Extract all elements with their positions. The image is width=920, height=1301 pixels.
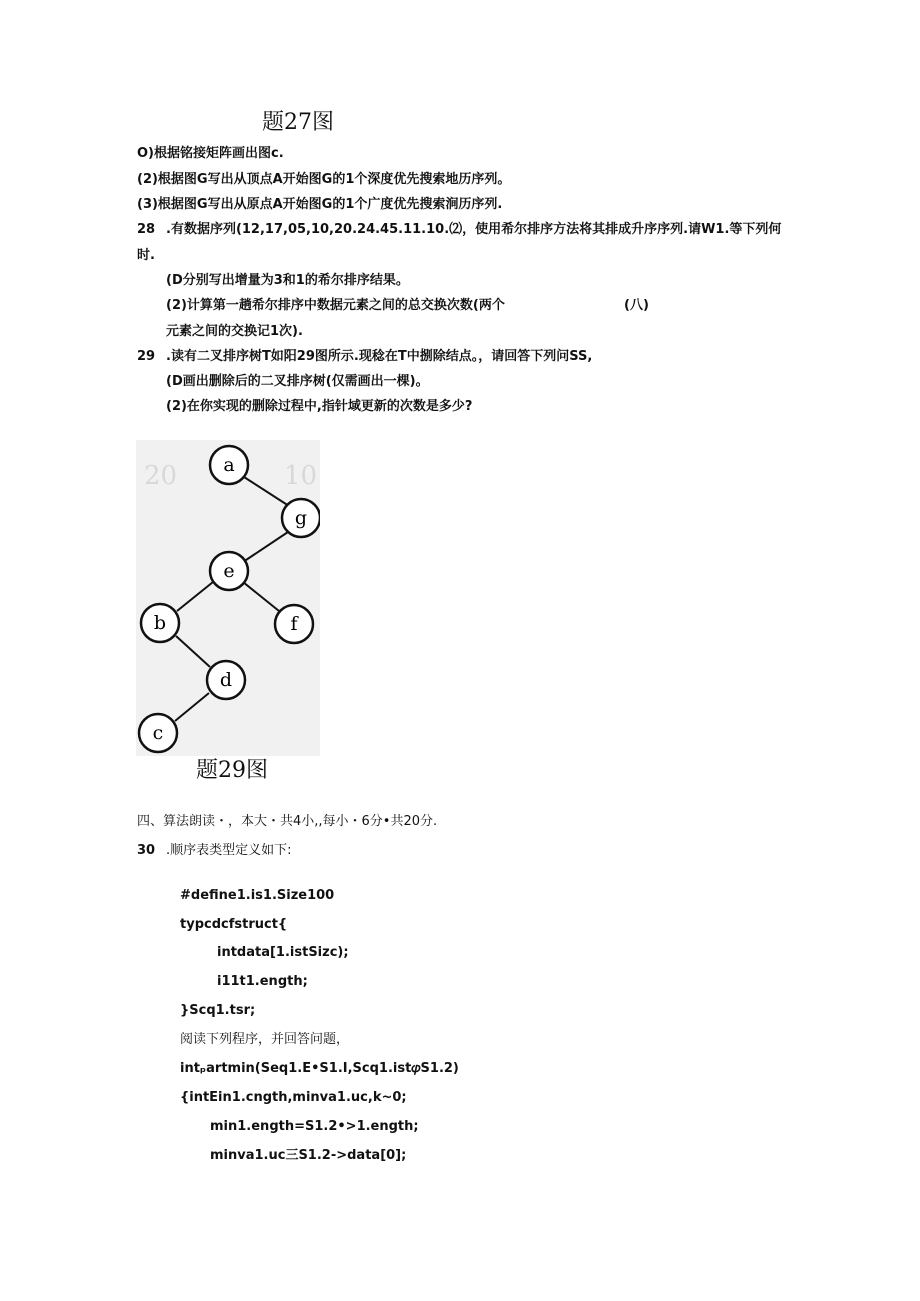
tree-node-b — [141, 604, 179, 642]
q28-item-2-continued: 元素之间的交换记1次). — [166, 324, 303, 339]
code-line-3: intdata[1.istSizc); — [217, 945, 349, 960]
tree-node-a — [210, 446, 248, 484]
q29-text: .读有二叉排序树T如阳29图所示.现稔在T中捌除结点。，请回答下列问SS, — [166, 349, 593, 364]
faint-scan-text-1: 20 — [144, 461, 178, 491]
edge-a-g — [244, 477, 289, 506]
q28-item-1: (D分别写出增量为3和1的希尔排序结果。 — [166, 273, 409, 288]
tree-node-d — [207, 661, 245, 699]
q28-text-continued: 时. — [137, 248, 155, 263]
q28-text: .有数据序列(12,17,05,10,20.24.45.11.10.⑵，使用希尔排序方法将其排成升序序列.请W1.等下列何 — [166, 222, 782, 237]
code-line-10: minva1.uc三S1.2->data[0]; — [210, 1148, 407, 1163]
figure-29-caption: 题29图 — [196, 758, 268, 783]
tree-node-c-label: c — [152, 722, 164, 744]
tree-node-f-label: f — [290, 613, 298, 635]
tree-node-f — [275, 605, 313, 643]
edge-g-e — [243, 532, 288, 562]
code-line-1: #define1.is1.Size100 — [180, 888, 335, 903]
tree-node-c — [139, 714, 177, 752]
binary-search-tree-svg — [136, 440, 320, 756]
q28-item-2-mark: (八) — [624, 298, 649, 313]
q27-item-1: O)根据铭接矩阵画出图c. — [137, 146, 284, 161]
section-4-heading: 四、算法朗读・，本大・共4小,,每小・6分•共20分. — [137, 814, 438, 829]
q27-item-3: (3)根据图G写出从原点A开始图G的1个广度优先搜索涧历序列. — [137, 197, 503, 212]
binary-search-tree-figure — [136, 440, 320, 756]
figure-27-caption: 题27图 — [262, 110, 334, 135]
edge-e-b — [177, 582, 213, 611]
code-line-8: {intEin1.cngth,minva1.uc,k~0; — [180, 1090, 407, 1105]
code-line-2: typcdcfstruct{ — [180, 917, 288, 932]
code-line-4: i11t1.ength; — [217, 974, 308, 989]
q29-number: 29 — [137, 349, 156, 364]
tree-node-g-label: g — [294, 507, 308, 529]
code-line-9: min1.ength=S1.2•>1.ength; — [210, 1119, 419, 1134]
q27-item-2: (2)根据图G写出从顶点A开始图G的1个深度优先搜索地历序列。 — [137, 172, 511, 187]
tree-node-e-label: e — [223, 560, 235, 582]
q28-number: 28 — [137, 222, 156, 237]
q30-number: 30 — [137, 843, 156, 858]
edge-e-f — [243, 582, 279, 611]
q29-item-2: (2)在你实现的删除过程中,指针域更新的次数是多少? — [166, 399, 473, 414]
edge-d-c — [175, 693, 209, 721]
tree-node-b-label: b — [153, 612, 167, 634]
code-line-6: 阅读下列程序，并回答问题， — [180, 1032, 350, 1047]
q28-item-2: (2)计算第一趟希尔排序中数据元素之间的总交换次数(两个 — [166, 298, 505, 313]
code-line-5: }Scq1.tsr; — [180, 1003, 256, 1018]
tree-node-g — [282, 499, 320, 537]
tree-node-e — [210, 552, 248, 590]
q30-text: .顺序表类型定义如下: — [166, 843, 292, 858]
tree-node-d-label: d — [219, 669, 233, 691]
faint-scan-text-2: 10 — [284, 461, 318, 491]
edge-b-d — [176, 636, 210, 667]
tree-node-a-label: a — [223, 454, 235, 476]
code-line-7: intₚartmin(Seq1.E•S1.I,Scq1.ist𝜑S1.2) — [180, 1061, 459, 1076]
q29-item-1: (D画出删除后的二叉排序树(仅需画出一棵)。 — [166, 374, 429, 389]
